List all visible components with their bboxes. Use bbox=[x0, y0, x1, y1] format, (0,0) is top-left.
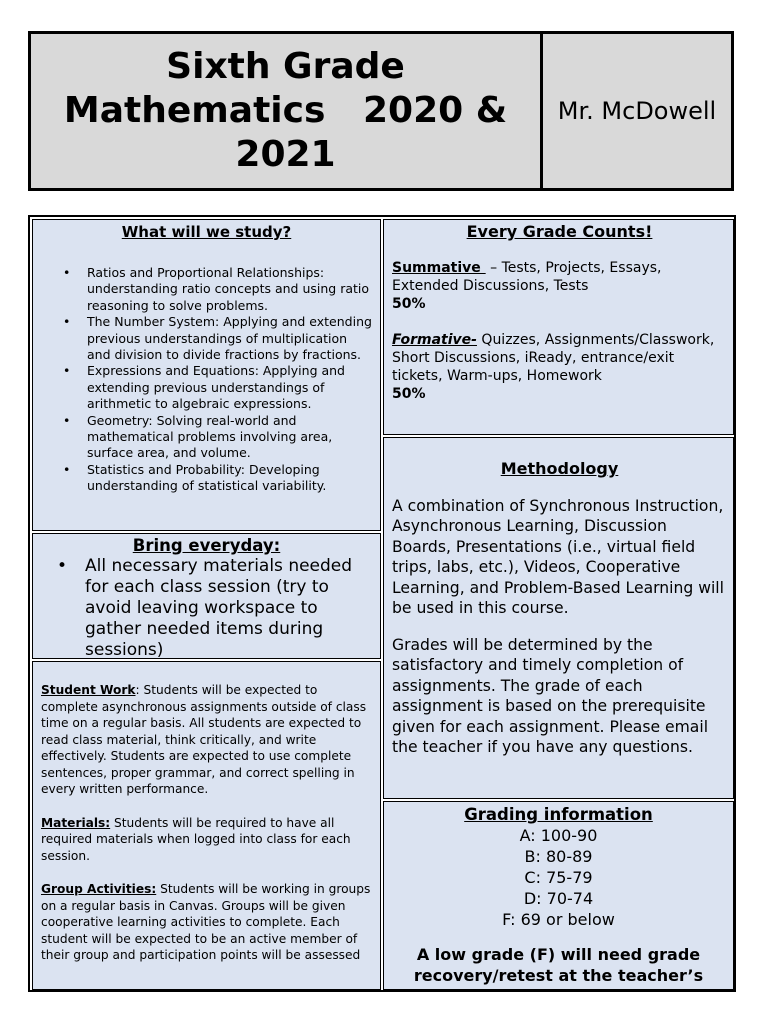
group-activities-label: Group Activities: bbox=[41, 882, 157, 896]
formative-label: Formative- bbox=[392, 332, 477, 348]
methodology-heading: Methodology bbox=[500, 459, 619, 478]
materials-paragraph bbox=[41, 815, 374, 865]
bring-section bbox=[32, 533, 381, 659]
summative-label: Summative bbox=[392, 260, 486, 276]
materials-text: Students will be required to have all required materials when logged into class for each session. bbox=[41, 815, 351, 863]
student-work-label: Student Work bbox=[41, 683, 136, 697]
title-line: Sixth Grade bbox=[166, 46, 405, 87]
title-line: 2021 bbox=[235, 134, 336, 175]
grade-scale-item: C: 75-79 bbox=[524, 868, 593, 887]
teacher-name: Mr. McDowell bbox=[557, 97, 717, 125]
formative-paragraph bbox=[392, 331, 727, 403]
list-item: • Expressions and Equations: Applying and extending previous understandings of arithmetic to algebraic expressions. bbox=[63, 363, 372, 412]
methodology-section bbox=[383, 437, 734, 799]
summative-text: – Tests, Projects, Essays, Extended Discussions, Tests bbox=[392, 260, 662, 294]
grading-info-heading: Grading information bbox=[464, 805, 653, 824]
grade-scale-item: A: 100-90 bbox=[519, 826, 598, 845]
methodology-paragraph: A combination of Synchronous Instruction, Asynchronous Learning, Discussion Boards, Presentations (i.e., virtual field trips, labs, etc.), Videos, Cooperative Learning, and Problem-Based Learning will be used in this course. bbox=[392, 496, 724, 617]
bring-heading: Bring everyday: bbox=[132, 536, 281, 555]
summative-paragraph bbox=[392, 259, 727, 313]
title-line: Mathematics 2020 & bbox=[63, 90, 508, 131]
group-activities-paragraph bbox=[41, 881, 374, 964]
study-section bbox=[32, 219, 381, 531]
grade-counts-section bbox=[383, 219, 734, 435]
study-heading: What will we study? bbox=[121, 223, 292, 241]
student-work-paragraph bbox=[41, 682, 374, 798]
student-work-text: : Students will be expected to complete asynchronous assignments outside of class time on a regular basis. All students are expected to read class material, think critically, and write effectively. Students are expected to use complete sentences, proper grammar, and correct spelling in every written performance. bbox=[41, 683, 367, 796]
grading-policy-paragraph: Grades will be determined by the satisfactory and timely completion of assignments. The grade of each assignment is based on the prerequisite given for each assignment. Please email the teacher if you have any questions. bbox=[392, 635, 709, 756]
page-title bbox=[31, 45, 540, 177]
materials-label: Materials: bbox=[41, 815, 111, 830]
header bbox=[28, 31, 734, 191]
formative-text: Quizzes, Assignments/Classwork, Short Discussions, iReady, entrance/exit tickets, Warm-ups, Homework bbox=[392, 332, 715, 384]
content-frame bbox=[28, 215, 736, 992]
list-item: • Statistics and Probability: Developing understanding of statistical variability. bbox=[63, 462, 372, 495]
list-item: • All necessary materials needed for each class session (try to avoid leaving workspace to gather needed items during sessions) bbox=[57, 556, 372, 659]
group-activities-text: Students will be working in groups on a regular basis in Canvas. Groups will be given cooperative learning activities to complete. Each student will be expected to be an active member of their group and participation points will be assessed bbox=[41, 882, 371, 962]
list-item: • The Number System: Applying and extending previous understandings of multiplication and division to divide fractions by fractions. bbox=[63, 314, 372, 363]
grading-info-section bbox=[383, 801, 734, 990]
grade-counts-heading: Every Grade Counts! bbox=[466, 222, 653, 241]
grade-scale-item: D: 70-74 bbox=[523, 889, 594, 908]
low-grade-warning: A low grade (F) will need grade recovery/retest at the teacher’s bbox=[413, 945, 704, 985]
list-item: • Ratios and Proportional Relationships: understanding ratio concepts and using ratio reasoning to solve problems. bbox=[63, 265, 372, 314]
bring-list bbox=[57, 556, 372, 659]
summative-weight: 50% bbox=[392, 296, 426, 312]
formative-weight: 50% bbox=[392, 386, 426, 402]
title-cell bbox=[31, 34, 543, 188]
list-item: • Geometry: Solving real-world and mathematical problems involving area, surface area, and volume. bbox=[63, 413, 372, 462]
expectations-section bbox=[32, 661, 381, 990]
grade-scale-item: B: 80-89 bbox=[524, 847, 593, 866]
study-list bbox=[63, 265, 372, 495]
grade-scale-item: F: 69 or below bbox=[502, 910, 615, 929]
